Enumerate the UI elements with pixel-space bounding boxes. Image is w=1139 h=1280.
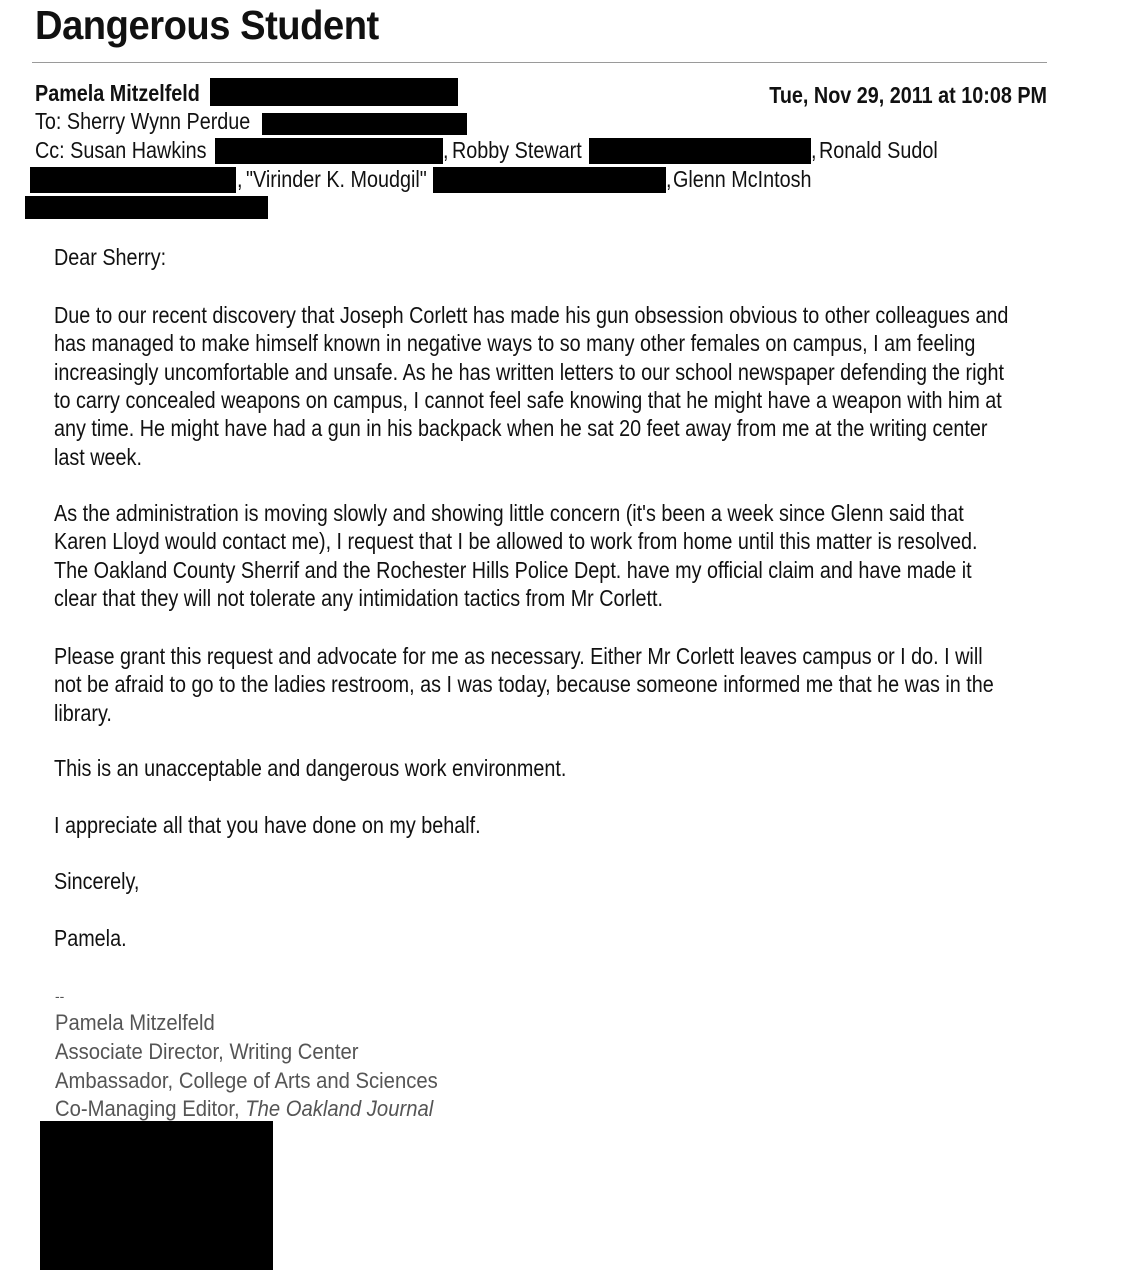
body-line: I appreciate all that you have done on my behalf. bbox=[54, 812, 481, 838]
to-recipient: Sherry Wynn Perdue bbox=[66, 108, 251, 134]
body-line: not be afraid to go to the ladies restroom, as I was today, because someone informed me that he was in the bbox=[54, 671, 994, 698]
to-label: To: bbox=[35, 108, 62, 134]
body-line: As the administration is moving slowly and showing little concern (it's been a week since Glenn said that bbox=[54, 500, 964, 526]
sender-name: Pamela Mitzelfeld bbox=[35, 80, 200, 106]
header-divider bbox=[32, 62, 1047, 63]
cc-recipient: "Virinder K. Moudgil" bbox=[246, 166, 427, 192]
to-line bbox=[35, 108, 250, 135]
redaction-box bbox=[433, 167, 666, 193]
body-line: any time. He might have had a gun in his backpack when he sat 20 feet away from me at the writing center bbox=[54, 415, 988, 442]
body-line: clear that they will not tolerate any intimidation tactics from Mr Corlett. bbox=[54, 584, 664, 611]
body-line: last week. bbox=[54, 443, 142, 470]
body-line: Please grant this request and advocate for me as necessary. Either Mr Corlett leaves campus or I do. I will bbox=[54, 643, 983, 669]
redaction-box bbox=[262, 113, 467, 135]
body-line: This is an unacceptable and dangerous work environment. bbox=[54, 755, 567, 781]
signature-title: Associate Director, Writing Center bbox=[55, 1039, 359, 1064]
redaction-box bbox=[215, 138, 443, 164]
greeting: Dear Sherry: bbox=[54, 244, 167, 270]
email-date: Tue, Nov 29, 2011 at 10:08 PM bbox=[769, 82, 1047, 108]
signature-title: Ambassador, College of Arts and Sciences bbox=[55, 1068, 438, 1093]
redaction-box bbox=[25, 196, 268, 219]
email-subject: Dangerous Student bbox=[35, 2, 379, 48]
cc-line bbox=[35, 137, 207, 164]
signature-separator: -- bbox=[55, 988, 65, 1004]
redaction-box bbox=[40, 1121, 273, 1270]
cc-recipient: Glenn McIntosh bbox=[673, 166, 812, 192]
redaction-box bbox=[30, 167, 236, 193]
cc-separator: , bbox=[237, 166, 243, 192]
body-line: increasingly uncomfortable and unsafe. As he has written letters to our school newspaper defending the right bbox=[54, 358, 1005, 385]
cc-separator: , bbox=[666, 166, 672, 192]
redaction-box bbox=[210, 78, 458, 106]
cc-recipient: Susan Hawkins bbox=[70, 137, 207, 163]
body-line: to carry concealed weapons on campus, I cannot feel safe knowing that he might have a weapon with him at bbox=[54, 386, 1002, 413]
cc-recipient: Ronald Sudol bbox=[819, 137, 938, 163]
signature-title-prefix: Co-Managing Editor, bbox=[55, 1096, 246, 1121]
redaction-box bbox=[589, 138, 811, 164]
body-line: library. bbox=[54, 699, 112, 726]
body-line: The Oakland County Sherrif and the Rochester Hills Police Dept. have my official claim and have made it bbox=[54, 556, 972, 583]
signature-title bbox=[55, 1095, 433, 1124]
journal-name: The Oakland Journal bbox=[245, 1096, 434, 1121]
signature-name: Pamela Mitzelfeld bbox=[55, 1010, 215, 1035]
cc-label: Cc: bbox=[35, 137, 65, 163]
cc-recipient: Robby Stewart bbox=[452, 137, 582, 163]
body-line: has managed to make himself known in negative ways to so many other females on campus, I am feeling bbox=[54, 330, 976, 357]
cc-separator: , bbox=[811, 137, 817, 163]
body-line: Karen Lloyd would contact me), I request that I be allowed to work from home until this matter is resolved. bbox=[54, 528, 978, 555]
sign-name: Pamela. bbox=[54, 925, 127, 951]
closing: Sincerely, bbox=[54, 868, 140, 894]
body-line: Due to our recent discovery that Joseph Corlett has made his gun obsession obvious to other colleagues and bbox=[54, 302, 1009, 328]
cc-separator: , bbox=[443, 137, 449, 163]
